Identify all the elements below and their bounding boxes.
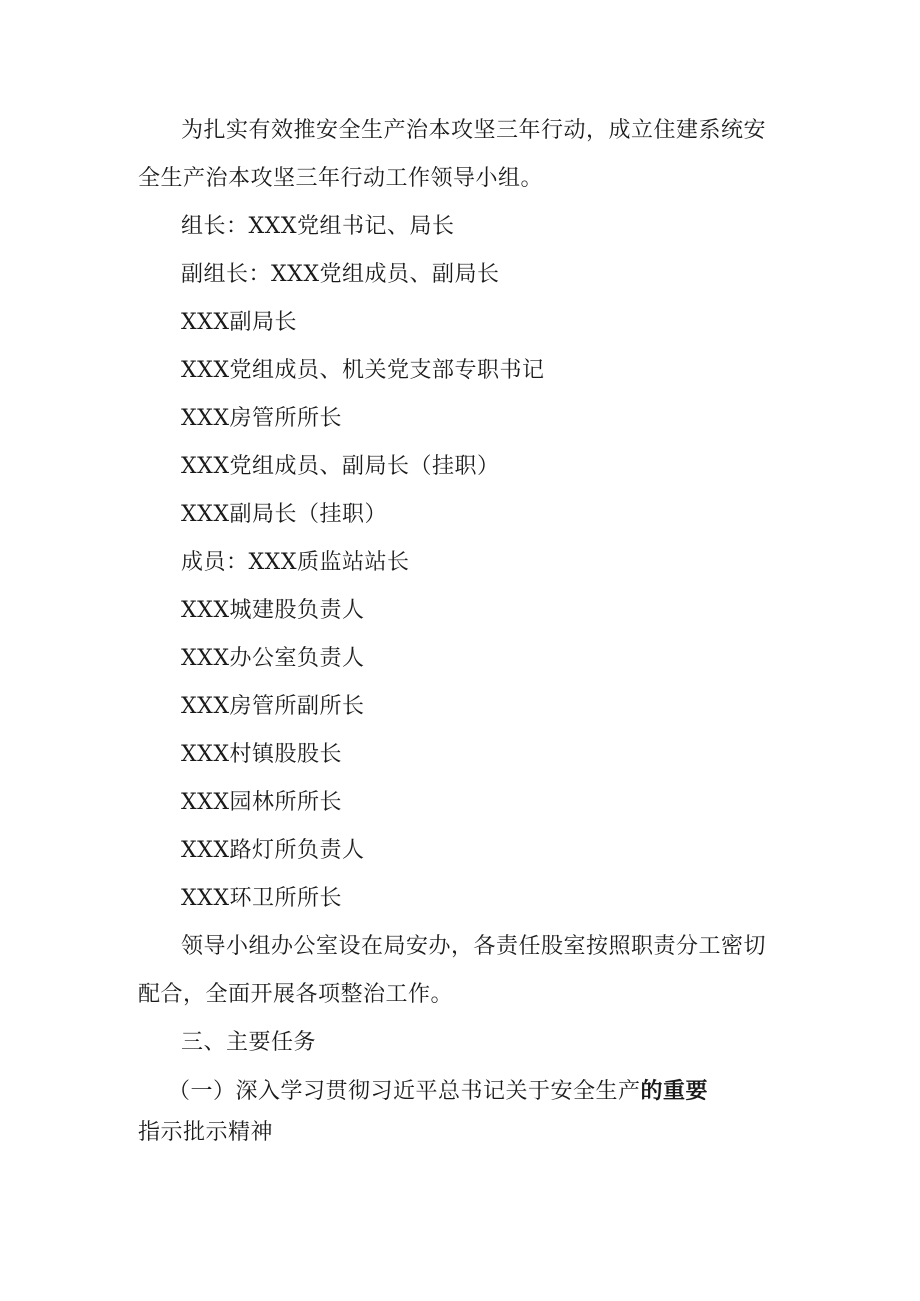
member-line: XXX办公室负责人	[181, 646, 365, 671]
paragraph-office-line-2: 配合，全面开展各项整治工作。	[138, 982, 454, 1007]
member-line: XXX党组成员、副局长（挂职）	[181, 454, 500, 479]
subheading-bold-text: 的重要	[640, 1078, 709, 1104]
member-line: XXX副局长	[181, 310, 297, 335]
member-line-deputy-leader: 副组长：XXX党组成员、副局长	[181, 262, 500, 287]
member-line: XXX房管所副所长	[181, 694, 365, 719]
section-heading: 三、主要任务	[181, 1030, 317, 1055]
member-line: XXX党组成员、机关党支部专职书记	[181, 358, 545, 383]
member-line: XXX副局长（挂职）	[181, 502, 387, 527]
member-line-members: 成员：XXX质监站站长	[181, 550, 410, 575]
paragraph-intro-line-2: 全生产治本攻坚三年行动工作领导小组。	[138, 166, 544, 191]
subheading-line-1	[0, 1076, 920, 1107]
member-line-group-leader: 组长：XXX党组书记、局长	[181, 214, 455, 239]
member-line: XXX园林所所长	[181, 790, 342, 815]
member-line: XXX房管所所长	[181, 406, 342, 431]
member-line: XXX村镇股股长	[181, 742, 342, 767]
paragraph-intro-line-1: 为扎实有效推安全生产治本攻坚三年行动，成立住建系统安	[181, 118, 767, 143]
member-line: XXX路灯所负责人	[181, 838, 365, 863]
member-line: XXX环卫所所长	[181, 886, 342, 911]
subheading-line-2: 指示批示精神	[138, 1120, 274, 1145]
subheading-text: （一）深入学习贯彻习近平总书记关于安全生产	[168, 1079, 641, 1104]
paragraph-office-line-1: 领导小组办公室设在局安办，各责任股室按照职责分工密切	[181, 934, 767, 959]
member-line: XXX城建股负责人	[181, 598, 365, 623]
